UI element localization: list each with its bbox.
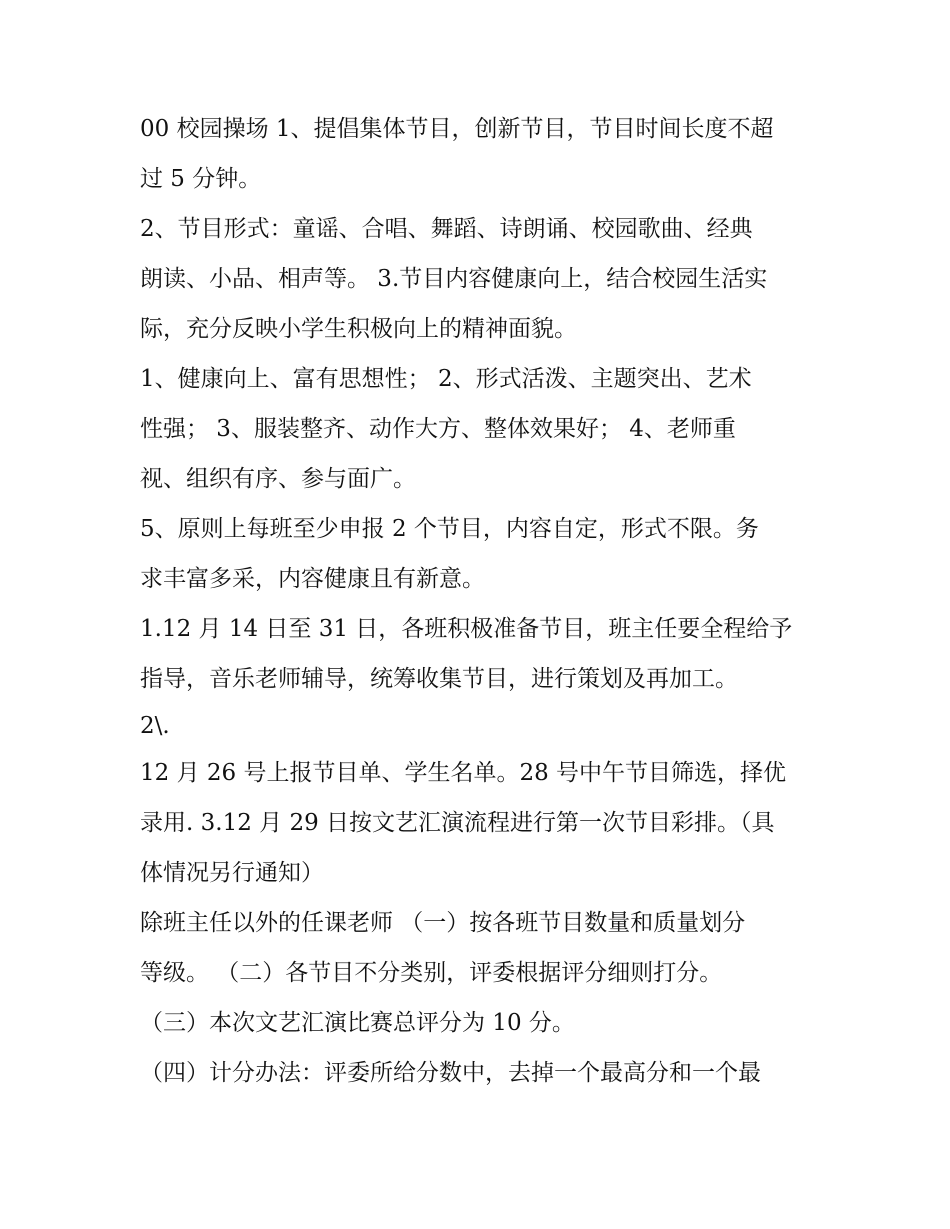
text-line: 等级。 （二）各节目不分类别，评委根据评分细则打分。: [140, 960, 723, 986]
text-line: 5、原则上每班至少申报 2 个节目，内容自定，形式不限。务: [140, 516, 759, 542]
document-body: [140, 104, 820, 1098]
text-line: 除班主任以外的任课老师 （一）按各班节目数量和质量划分: [140, 910, 746, 936]
text-line: 际，充分反映小学生积极向上的精神面貌。: [140, 316, 577, 342]
text-line: （三）本次文艺汇演比赛总评分为 10 分。: [140, 1010, 575, 1036]
text-line: 朗读、小品、相声等。 3.节目内容健康向上，结合校园生活实: [140, 266, 768, 292]
text-line: （四）计分办法：评委所给分数中，去掉一个最高分和一个最: [140, 1060, 761, 1086]
text-line: 录用. 3.12 月 29 日按文艺汇演流程进行第一次节目彩排。（具: [140, 810, 775, 836]
text-line: 过 5 分钟。: [140, 166, 262, 192]
text-line: 性强； 3、服装整齐、动作大方、整体效果好； 4、老师重: [140, 416, 736, 442]
text-line: 视、组织有序、参与面广。: [140, 466, 416, 492]
text-line: 00 校园操场 1、提倡集体节目，创新节目，节目时间长度不超: [140, 116, 774, 142]
text-line: 12 月 26 号上报节目单、学生名单。28 号中午节目筛选，择优: [140, 760, 787, 786]
text-line: 2、节目形式：童谣、合唱、舞蹈、诗朗诵、校园歌曲、经典: [140, 216, 753, 242]
text-line: 2\.: [140, 713, 170, 739]
text-line: 指导，音乐老师辅导，统筹收集节目，进行策划及再加工。: [140, 666, 738, 692]
text-line: 求丰富多采，内容健康且有新意。: [140, 566, 485, 592]
text-line: 1、健康向上、富有思想性； 2、形式活泼、主题突出、艺术: [140, 366, 752, 392]
text-line: 1.12 月 14 日至 31 日，各班积极准备节目，班主任要全程给予: [140, 616, 793, 642]
text-line: 体情况另行通知）: [140, 860, 324, 886]
